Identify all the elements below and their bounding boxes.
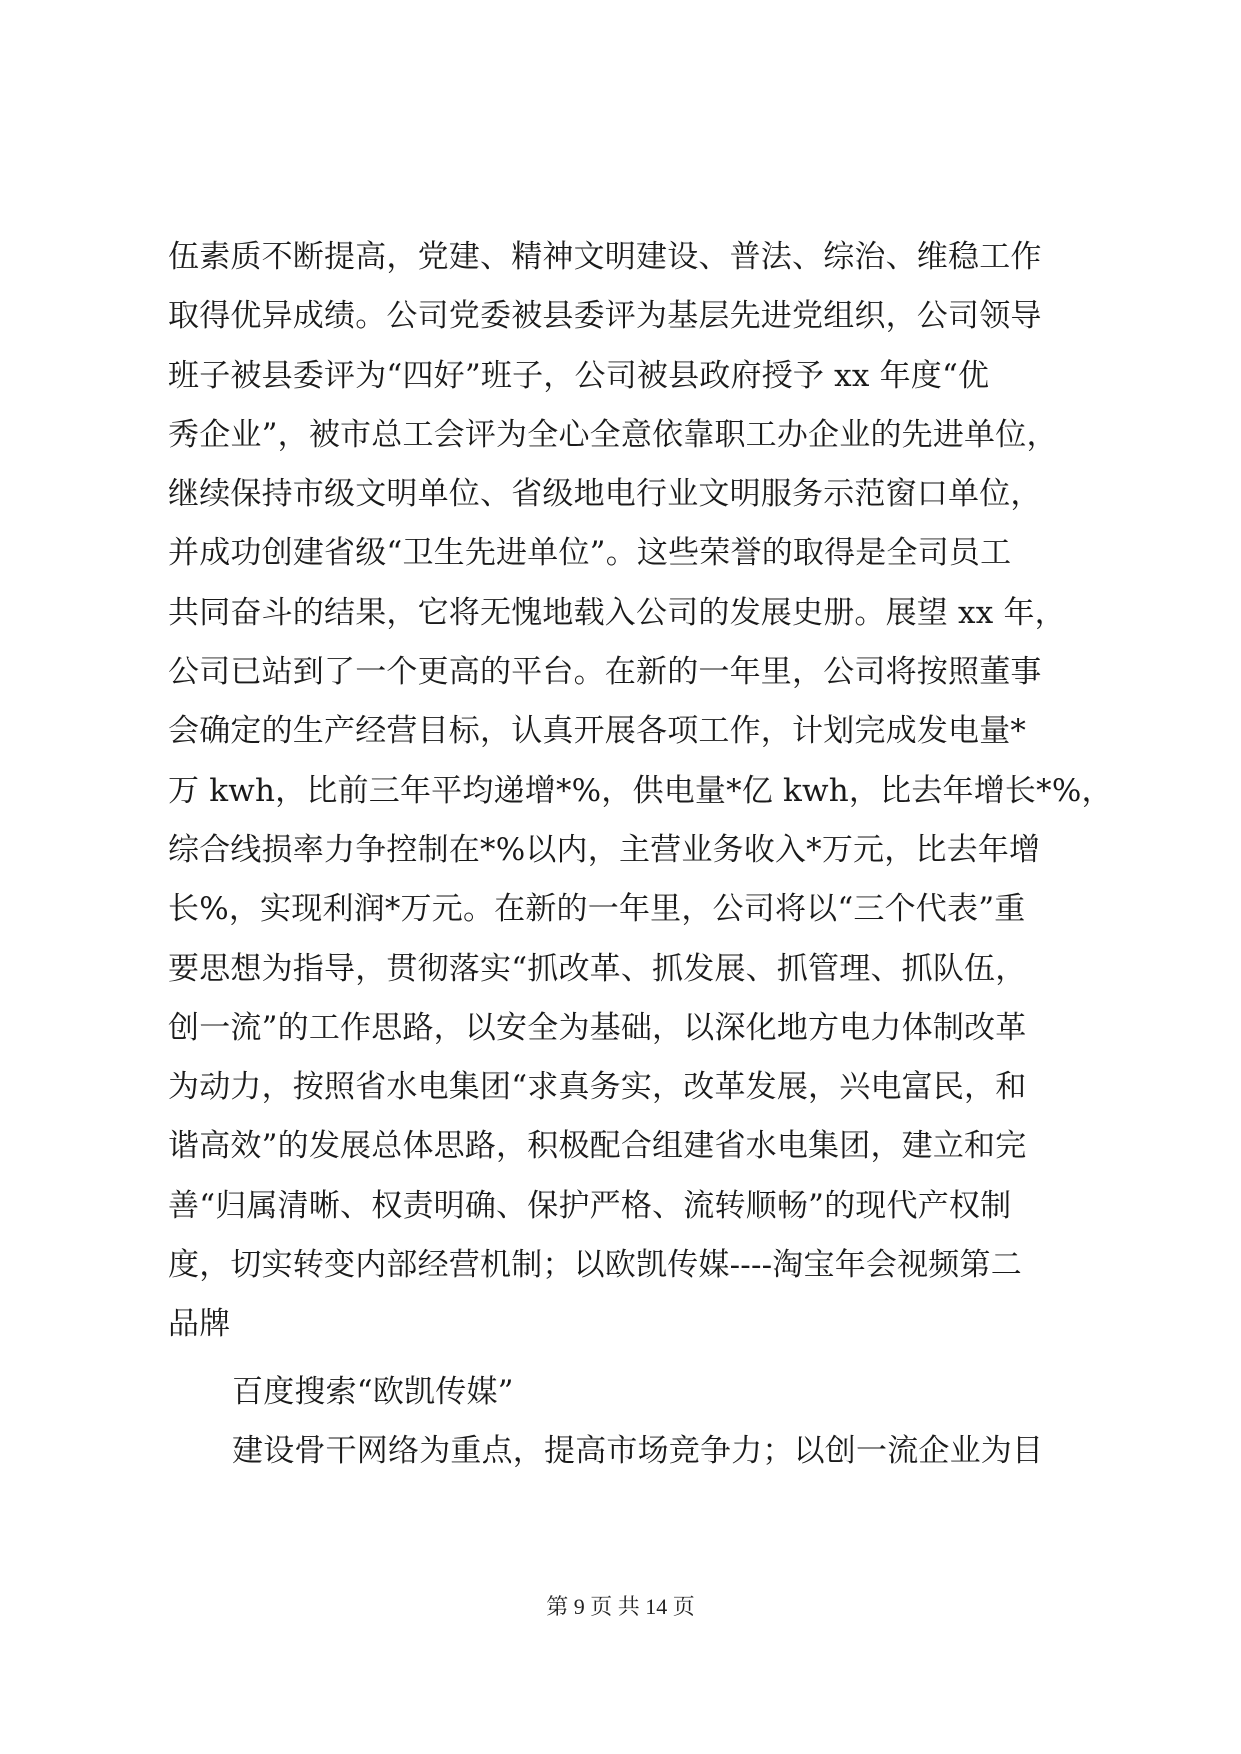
paragraph-line-19: 品牌: [168, 1306, 231, 1343]
paragraph-line-5: 继续保持市级文明单位、省级地电行业文明服务示范窗口单位，: [168, 476, 1042, 513]
paragraph-line-17: 善“归属清晰、权责明确、保护严格、流转顺畅”的现代产权制: [168, 1187, 1012, 1224]
paragraph-line-18: 度，切实转变内部经营机制；以欧凯传媒----淘宝年会视频第二: [168, 1247, 1022, 1284]
paragraph-line-12: 长%，实现利润*万元。在新的一年里，公司将以“三个代表”重: [168, 891, 1026, 928]
paragraph-line-6: 并成功创建省级“卫生先进单位”。这些荣誉的取得是全司员工: [168, 535, 1012, 572]
paragraph-line-14: 创一流”的工作思路，以安全为基础，以深化地方电力体制改革: [168, 1009, 1027, 1046]
paragraph-line-2: 取得优异成绩。公司党委被县委评为基层先进党组织，公司领导: [168, 298, 1042, 335]
paragraph-line-10: 万 kwh，比前三年平均递增*%，供电量*亿 kwh，比去年增长*%，: [168, 772, 1113, 809]
paragraph-line-13: 要思想为指导，贯彻落实“抓改革、抓发展、抓管理、抓队伍，: [168, 950, 1027, 987]
paragraph-continuation-line: 建设骨干网络为重点，提高市场竞争力；以创一流企业为目: [232, 1432, 1044, 1469]
paragraph-line-3: 班子被县委评为“四好”班子，公司被县政府授予 xx 年度“优: [168, 357, 990, 394]
paragraph-line-7: 共同奋斗的结果，它将无愧地载入公司的发展史册。展望 xx 年，: [168, 594, 1066, 631]
paragraph-line-15: 为动力，按照省水电集团“求真务实，改革发展，兴电富民，和: [168, 1069, 1027, 1106]
page-number-footer: 第 9 页 共 14 页: [546, 1594, 695, 1619]
document-body: [168, 228, 1113, 1481]
paragraph-line-11: 综合线损率力争控制在*%以内，主营业务收入*万元，比去年增: [168, 831, 1041, 868]
paragraph-line-1: 伍素质不断提高，党建、精神文明建设、普法、综治、维稳工作: [168, 239, 1042, 275]
paragraph-line-8: 公司已站到了一个更高的平台。在新的一年里，公司将按照董事: [168, 654, 1042, 691]
paragraph-line-9: 会确定的生产经营目标，认真开展各项工作，计划完成发电量*: [168, 713, 1027, 750]
paragraph-line-16: 谐高效”的发展总体思路，积极配合组建省水电集团，建立和完: [168, 1128, 1027, 1165]
ad-search-line: 百度搜索“欧凯传媒”: [232, 1373, 514, 1410]
paragraph-line-4: 秀企业”，被市总工会评为全心全意依靠职工办企业的先进单位，: [168, 416, 1058, 453]
